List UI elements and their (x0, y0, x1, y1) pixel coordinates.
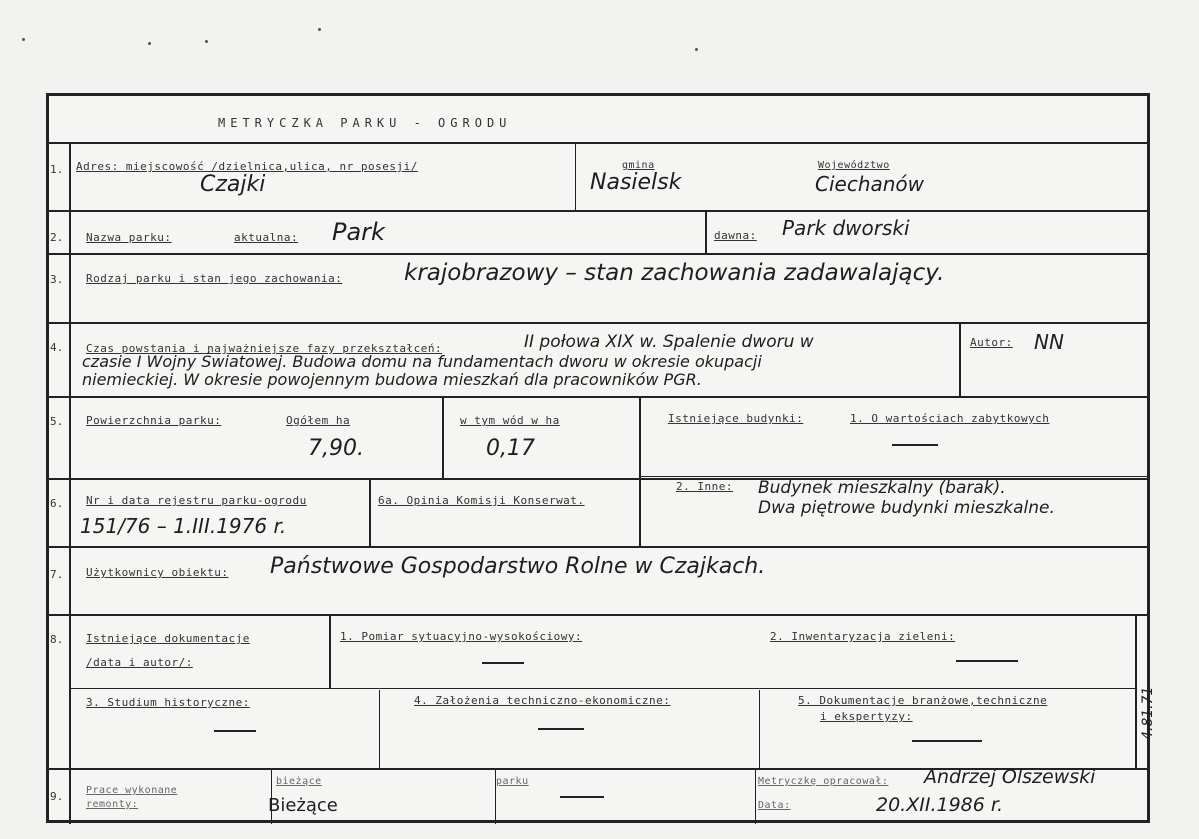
park-type-value: krajobrazowy – stan zachowania zadawalający. (404, 260, 945, 286)
form-title: METRYCZKA PARKU - OGRODU (218, 116, 512, 130)
area-label: Powierzchnia parku: (86, 414, 222, 427)
other-buildings-label: 2. Inne: (676, 480, 733, 493)
repairs-label: remonty: (86, 799, 139, 810)
date-label: Data: (758, 800, 791, 811)
section-number: 6. (50, 497, 64, 510)
history-line-2: czasie I Wojny Światowej. Budowa domu na fundamentach dworu w okresie okupacji (82, 352, 762, 371)
author-value: NN (1034, 330, 1064, 354)
empty-value-dash (214, 730, 256, 732)
greenery-doc-label: 2. Inwentaryzacja zieleni: (770, 630, 956, 643)
other-buildings-line-1: Budynek mieszkalny (barak). (758, 478, 1006, 498)
compiled-by-value: Andrzej Olszewski (924, 766, 1096, 788)
branch-docs-sublabel: i ekspertyzy: (820, 710, 913, 723)
historic-buildings-label: 1. O wartościach zabytkowych (850, 412, 1050, 425)
inner-separator (71, 688, 1135, 689)
conservation-opinion-label: 6a. Opinia Komisji Konserwat. (378, 494, 585, 507)
section-number: 7. (50, 568, 64, 581)
empty-value-dash (892, 444, 938, 446)
history-line-1: II połowa XIX w. Spalenie dworu w (524, 332, 814, 352)
compiled-by-label: Metryczkę opracował: (758, 776, 889, 787)
divider (959, 324, 961, 396)
divider (759, 690, 760, 768)
row-separator (49, 614, 1149, 616)
historic-study-label: 3. Studium historyczne: (86, 696, 250, 709)
divider (369, 480, 371, 546)
documentation-label: Istniejące dokumentacje (86, 632, 250, 645)
row-separator (49, 546, 1149, 548)
divider (329, 616, 331, 688)
divider (442, 398, 444, 478)
water-area-value: 0,17 (486, 436, 535, 461)
former-name-value: Park dworski (782, 216, 910, 240)
speckle (22, 38, 25, 41)
speckle (205, 40, 208, 43)
other-buildings-line-2: Dwa piętrowe budynki mieszkalne. (758, 498, 1055, 518)
water-area-label: w tym wód w ha (460, 414, 560, 427)
empty-value-dash (482, 662, 524, 664)
empty-value-dash (912, 740, 982, 742)
branch-docs-label: 5. Dokumentacje branżowe,techniczne (798, 694, 1048, 707)
address-value: Czajki (200, 172, 266, 197)
section-number: 1. (50, 163, 64, 176)
empty-value-dash (956, 660, 1018, 662)
users-value: Państwowe Gospodarstwo Rolne w Czajkach. (270, 554, 766, 579)
users-label: Użytkownicy obiektu: (86, 566, 229, 579)
speckle (318, 28, 321, 31)
section-number: 8. (50, 633, 64, 646)
total-area-label: Ogółem ha (286, 414, 351, 427)
divider (705, 212, 707, 253)
speckle (695, 48, 698, 51)
history-label: Czas powstania i najważniejsze fazy przekształceń: (86, 342, 443, 355)
former-name-label: dawna: (714, 229, 757, 242)
author-label: Autor: (970, 336, 1013, 349)
history-line-3: niemieckiej. W okresie powojennym budowa mieszkań dla pracowników PGR. (82, 370, 702, 389)
voivodeship-label: Województwo (818, 160, 890, 171)
row-separator (49, 253, 1149, 255)
works-done-label: Prace wykonane (86, 785, 178, 796)
row-separator (49, 322, 1149, 324)
section-number: 5. (50, 415, 64, 428)
inner-separator (639, 476, 1149, 477)
documentation-sublabel: /data i autor/: (86, 656, 193, 669)
park-type-label: Rodzaj parku i stan jego zachowania: (86, 272, 343, 285)
empty-value-dash (560, 796, 604, 798)
park-works-label: parku (496, 776, 529, 787)
survey-doc-label: 1. Pomiar sytuacyjno-wysokościowy: (340, 630, 583, 643)
speckle (148, 42, 151, 45)
current-name-value: Park (332, 218, 385, 246)
divider (1135, 616, 1137, 768)
row-separator (49, 396, 1149, 398)
gmina-label: gmina (622, 160, 655, 171)
section-number: 4. (50, 341, 64, 354)
divider (755, 770, 756, 824)
margin-note: 4.81.71 (1140, 686, 1156, 740)
total-area-value: 7,90. (308, 436, 364, 461)
technical-assumptions-label: 4. Założenia techniczno-ekonomiczne: (414, 694, 671, 707)
voivodeship-value: Ciechanów (815, 172, 925, 196)
current-name-label: aktualna: (234, 231, 299, 244)
row-separator (49, 142, 1149, 144)
current-value: Bieżące (268, 795, 338, 816)
register-value: 151/76 – 1.III.1976 r. (80, 514, 287, 538)
current-label: bieżące (276, 776, 322, 787)
divider (575, 144, 576, 210)
row-separator (49, 210, 1149, 212)
section-number: 9. (50, 790, 64, 803)
divider (379, 690, 380, 768)
date-value: 20.XII.1986 r. (876, 794, 1003, 816)
section-number: 2. (50, 231, 64, 244)
buildings-label: Istniejące budynki: (668, 412, 804, 425)
address-label: Adres: miejscowość /dzielnica,ulica, nr posesji/ (76, 160, 418, 173)
divider (639, 398, 641, 546)
number-column-border (69, 142, 71, 824)
empty-value-dash (538, 728, 584, 730)
register-label: Nr i data rejestru parku-ogrodu (86, 494, 307, 507)
gmina-value: Nasielsk (590, 170, 682, 195)
park-record-card (46, 93, 1150, 823)
park-name-label: Nazwa parku: (86, 231, 172, 244)
section-number: 3. (50, 273, 64, 286)
